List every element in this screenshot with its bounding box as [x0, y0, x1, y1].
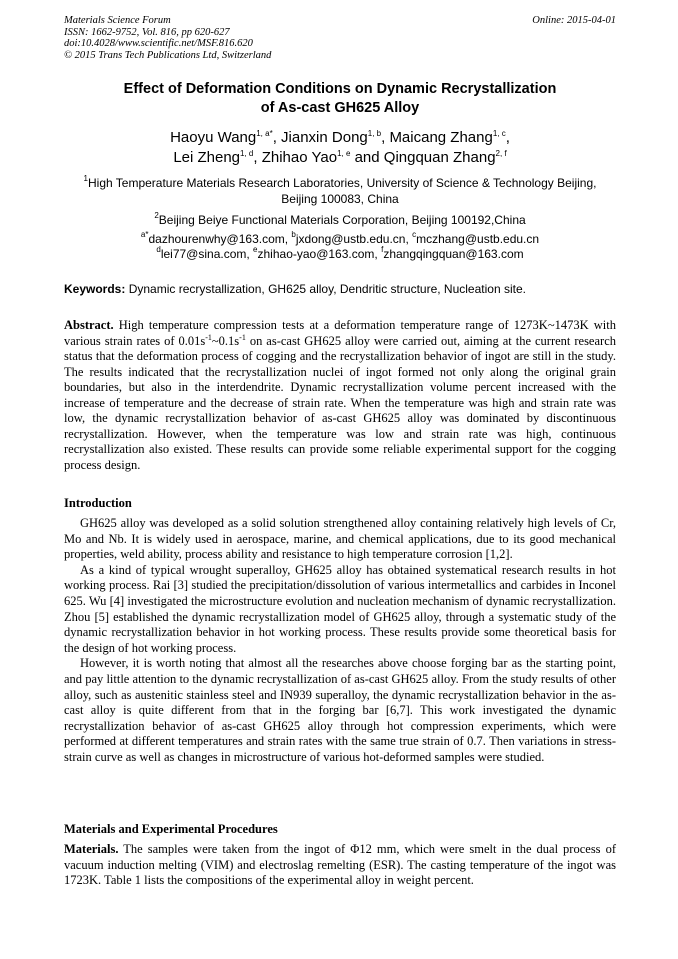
journal-copyright: © 2015 Trans Tech Publications Ltd, Switzerland: [64, 49, 272, 61]
email-separator: ,: [374, 247, 382, 261]
email-mark: b: [291, 230, 296, 239]
author-line-2: [64, 148, 616, 168]
email-address: lei77@sina.com: [160, 247, 247, 261]
keywords-label: Keywords:: [64, 282, 126, 296]
abstract-label: Abstract.: [64, 318, 114, 332]
affiliation-text: High Temperature Materials Research Laboratories, University of Science & Technology Beijing,: [87, 176, 597, 190]
materials-text: The samples were taken from the ingot of Φ12 mm, which were smelt in the dual process of vacuum induction melting (VIM) and electroslag remelting (ESR). The casting temperature of the ingot was 1723K. Table 1 lists the compositions of the experimental alloy in weight percent.: [64, 842, 616, 888]
author-separator: and: [350, 149, 384, 166]
online-date: Online: 2015-04-01: [532, 15, 616, 26]
materials-label: Materials.: [64, 842, 119, 856]
keywords-text: Dynamic recrystallization, GH625 alloy, Dendritic structure, Nucleation site.: [125, 282, 526, 296]
author-affiliation-mark: 1, b: [367, 129, 382, 138]
author-affiliation-mark: 1, c: [492, 129, 506, 138]
paragraph: As a kind of typical wrought superalloy, GH625 alloy has obtained systematical research results in hot working process. Rai [3] studied the precipitation/dissolution of various intermetallics and carbides in Inconel 625. Wu [4] investigated the microstructure evolution and nucleation mechanism of dynamic recrystallization. Zhou [5] established the dynamic recrystallization model of GH625 alloy, through a systematic study of the dynamic recrystallization behavior in hot working process. These results provide some theoretical basis for the design of hot working process.: [64, 562, 616, 655]
affiliation-number: 1: [83, 174, 88, 183]
email-mark: c: [412, 230, 417, 239]
abstract-superscript: -1: [205, 332, 212, 342]
email-mark: f: [381, 245, 384, 254]
abstract: [64, 318, 616, 473]
email-address: jxdong@ustb.edu.cn: [295, 232, 406, 246]
email-line-2: [64, 247, 616, 262]
introduction-body: [64, 516, 616, 766]
email-separator: ,: [405, 232, 413, 246]
affiliation-number: 2: [154, 211, 159, 220]
email-mark: e: [253, 245, 258, 254]
author-list: [64, 128, 616, 168]
author-separator: ,: [253, 149, 262, 166]
affiliation-text: Beijing Beiye Functional Materials Corporation, Beijing 100192,China: [158, 213, 526, 227]
materials-heading: Materials and Experimental Procedures: [64, 822, 278, 836]
author-affiliation-mark: 1, e: [337, 149, 351, 158]
author-separator: ,: [272, 129, 282, 146]
email-address: mczhang@ustb.edu.cn: [416, 232, 540, 246]
journal-name: Materials Science Forum: [64, 15, 171, 26]
abstract-text: High temperature compression tests at a deformation temperature range of 1273K~1473K with various strain rates of 0.01s: [64, 318, 616, 348]
author-affiliation-mark: 2, f: [495, 149, 507, 158]
affiliation-1: [64, 175, 616, 207]
paragraph: GH625 alloy was developed as a solid solution strengthened alloy containing relatively high levels of Cr, Mo and Nb. It is widely used in aerospace, marine, and chemical applications, due to its good mechanical properties, weld ability, process ability and resistance to high temperature corrosion [1,2].: [64, 516, 616, 562]
email-mark: d: [156, 245, 161, 254]
paper-title: [64, 80, 616, 118]
author-name: Lei Zheng: [173, 149, 241, 166]
email-mark: a*: [140, 230, 149, 239]
abstract-superscript: -1: [239, 332, 246, 342]
email-address: zhihao-yao@163.com: [257, 247, 375, 261]
abstract-text: on as-cast GH625 alloy were carried out, aiming at the current research status that the deformation process of cogging and the recrystallization behavior of ingot are still in the study. The results indicated that the recrystallization nuclei of ingot formed not only along the original grain boundaries, but also in the interdendrite. Dynamic recrystallization volume percent increased with the increase of temperature and the decrease of strain rate. When the temperature was high and strain rate was low, the dynamic recrystallization behavior of as-cast GH625 alloy was dominated by discontinuous recrystallization. However, when the temperature was low and strain rate was high, continuous recrystallization also existed. These results can provide some reliable experimental support for the cogging process design.: [64, 333, 616, 472]
abstract-text: ~0.1s: [211, 333, 240, 348]
journal-doi: doi:10.4028/www.scientific.net/MSF.816.620: [64, 38, 253, 49]
affiliation-1-line-2: Beijing 100083, China: [281, 192, 399, 206]
email-separator: ,: [284, 232, 292, 246]
author-line-1: [64, 128, 616, 148]
author-separator: ,: [505, 129, 510, 146]
email-address: dazhourenwhy@163.com: [148, 232, 285, 246]
author-name: Qingquan Zhang: [383, 149, 496, 166]
email-list: [64, 232, 616, 262]
materials-body: [64, 842, 616, 889]
journal-issn: ISSN: 1662-9752, Vol. 816, pp 620-627: [64, 26, 230, 38]
email-line-1: [64, 232, 616, 247]
affiliation-1-line-1: [64, 175, 616, 191]
author-name: Zhihao Yao: [261, 149, 338, 166]
introduction-heading: Introduction: [64, 496, 132, 510]
author-name: Haoyu Wang: [170, 129, 257, 146]
author-affiliation-mark: 1, d: [240, 149, 254, 158]
keywords: [64, 281, 616, 297]
paragraph: [64, 842, 616, 889]
author-separator: ,: [381, 129, 390, 146]
paragraph: However, it is worth noting that almost all the researches above choose forging bar as the starting point, and pay little attention to the dynamic recrystallization of as-cast GH625 alloy. From the study results of other alloy, such as austenitic stainless steel and IN939 superalloy, the dynamic recrystallization behavior in the as-cast alloy is quite different from that in the forging bar [6,7]. This work investigated the dynamic recrystallization behavior of as-cast GH625 alloy through hot compression experiments, which were performed at different temperatures and strain rates with the same true strain of 0.7. Then variations in stress-strain curve as well as changes in microstructure of various hot-deformed samples were studied.: [64, 656, 616, 764]
title-line-2: of As-cast GH625 Alloy: [260, 100, 420, 116]
title-line-1: Effect of Deformation Conditions on Dynamic Recrystallization: [123, 81, 557, 97]
author-affiliation-mark: 1, a*: [256, 129, 273, 138]
email-separator: ,: [246, 247, 254, 261]
journal-header: [64, 15, 616, 61]
author-name: Maicang Zhang: [389, 129, 493, 146]
author-name: Jianxin Dong: [281, 129, 368, 146]
affiliation-2: [64, 212, 616, 228]
email-address: zhangqingquan@163.com: [383, 247, 524, 261]
